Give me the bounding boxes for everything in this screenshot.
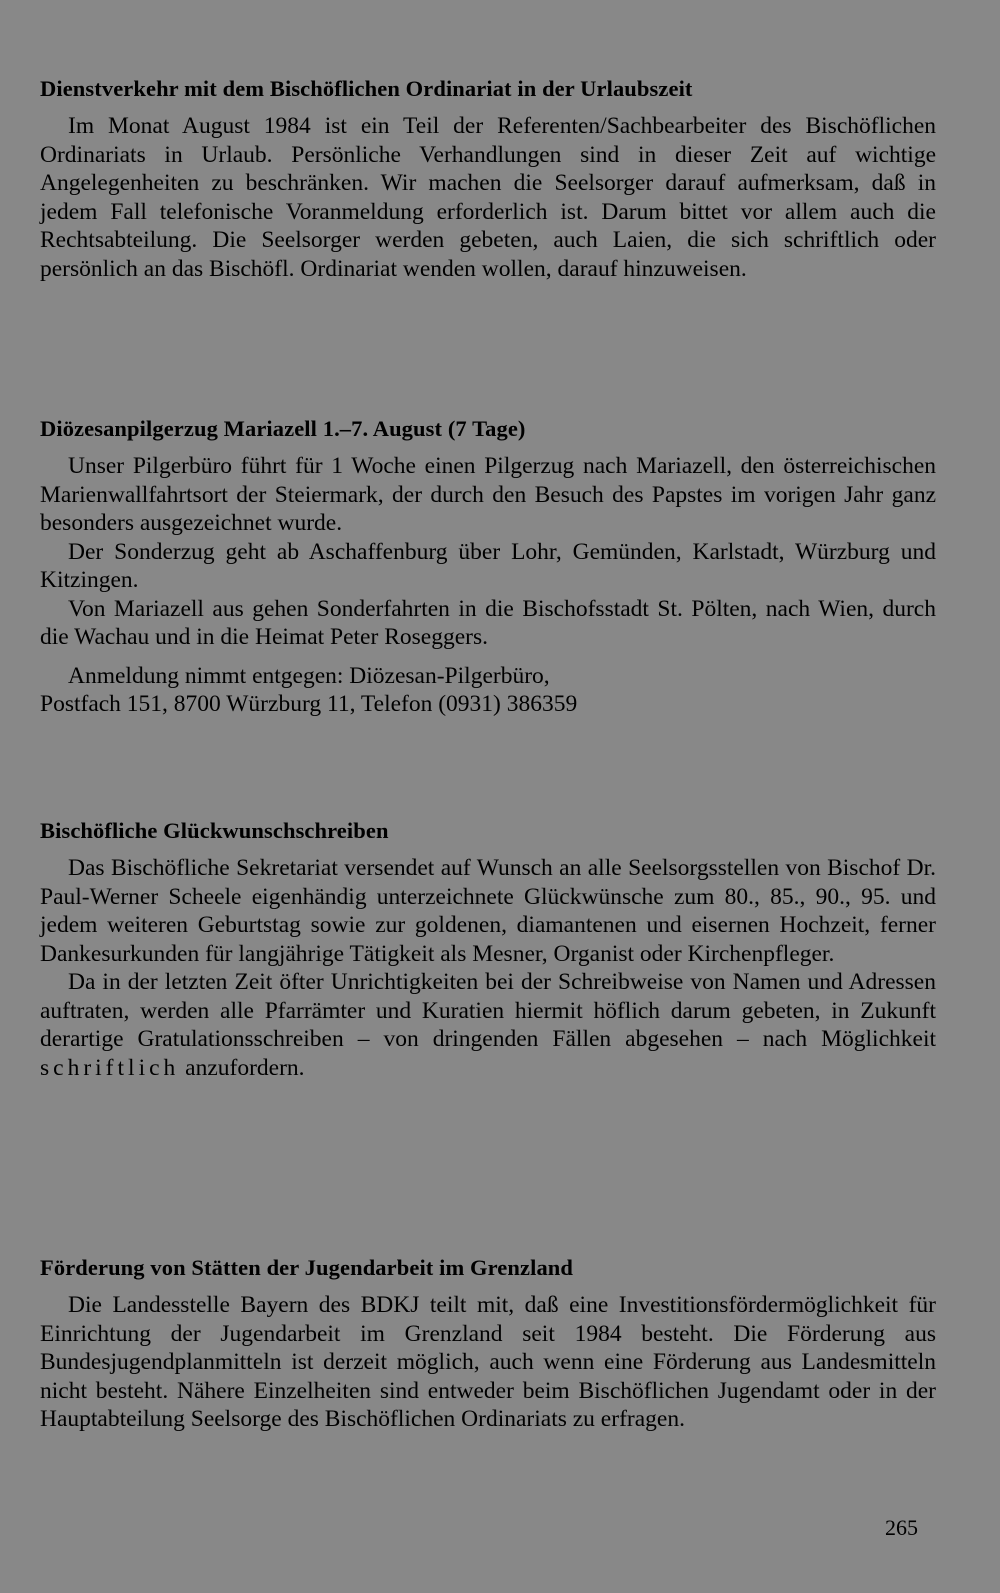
paragraph: [40, 968, 936, 1082]
emphasized-word: schriftlich: [40, 1054, 180, 1081]
page-number: 265: [885, 1515, 918, 1540]
paragraph: Das Bischöfliche Sekretariat versendet auf Wunsch an alle Seelsorgsstellen von Bischof Dr. Paul-Werner Scheele eigenhändig unterzeichnete Glückwünsche zum 80., 85., 90., 95. und jedem weiteren Geburtstag sowie zur goldenen, diamantenen und eisernen Hochzeit, ferner Dankesurkunden für langjährige Tätigkeit als Mesner, Organist oder Kirchenpfleger.: [40, 855, 936, 967]
paragraph: Im Monat August 1984 ist ein Teil der Referenten/Sachbearbeiter des Bischöflichen Ordinariats in Urlaub. Persönliche Verhandlungen sind in dieser Zeit auf wichtige Angelegenheiten zu beschränken. Wir machen die Seelsorger darauf aufmerksam, daß in jedem Fall telefonische Voranmeldung erforderlich ist. Darum bittet vor allem auch die Rechtsabteilung. Die Seelsorger werden gebeten, auch Laien, die sich schriftlich oder persönlich an das Bischöfl. Ordinariat wenden wollen, darauf hinzuweisen.: [40, 113, 936, 282]
address-line: Postfach 151, 8700 Würzburg 11, Telefon (0931) 386359: [40, 691, 578, 717]
address-line: Anmeldung nimmt entgegen: Diözesan-Pilgerbüro,: [68, 662, 550, 689]
paragraph: Die Landesstelle Bayern des BDKJ teilt mit, daß eine Investitionsfördermöglichkeit für Einrichtung der Jugendarbeit im Grenzland seit 1984 besteht. Die Förderung aus Bundesjugendplanmitteln ist derzeit möglich, auch wenn eine Förderung aus Landesmitteln nicht besteht. Nähere Einzelheiten sind entweder beim Bischöflichen Jugendamt oder in der Hauptabteilung Seelsorge des Bischöflichen Ordinariats zu erfragen.: [40, 1292, 936, 1432]
section-heading: Diözesanpilgerzug Mariazell 1.–7. August (7 Tage): [40, 416, 526, 441]
section-heading: Bischöfliche Glückwunschschreiben: [40, 818, 389, 843]
paragraph-text: Da in der letzten Zeit öfter Unrichtigkeiten bei der Schreibweise von Namen und Adressen auftraten, werden alle Pfarrämter und Kuratien hiermit höflich darum gebeten, in Zukunft derartige Gratulationsschreiben – von dringenden Fällen abgesehen – nach Möglichkeit: [40, 969, 936, 1052]
section-dienstverkehr: [40, 74, 936, 283]
registration-address: [40, 662, 936, 719]
paragraph: Der Sonderzug geht ab Aschaffenburg über Lohr, Gemünden, Karlstadt, Würzburg und Kitzingen.: [40, 538, 936, 593]
paragraph-text: anzufordern.: [185, 1054, 305, 1081]
paragraph: Unser Pilgerbüro führt für 1 Woche einen Pilgerzug nach Mariazell, den österreichischen Marienwallfahrtsort der Steiermark, der durch den Besuch des Papstes im vorigen Jahr ganz besonders ausgezeichnet wurde.: [40, 453, 936, 536]
section-glueckwunsch: [40, 816, 936, 1082]
section-pilgerzug: [40, 414, 936, 719]
section-foerderung: [40, 1253, 936, 1434]
section-heading: Dienstverkehr mit dem Bischöflichen Ordinariat in der Urlaubszeit: [40, 76, 693, 101]
paragraph: Von Mariazell aus gehen Sonderfahrten in die Bischofsstadt St. Pölten, nach Wien, durch die Wachau und in die Heimat Peter Roseggers.: [40, 595, 936, 650]
section-heading: Förderung von Stätten der Jugendarbeit im Grenzland: [40, 1255, 574, 1280]
